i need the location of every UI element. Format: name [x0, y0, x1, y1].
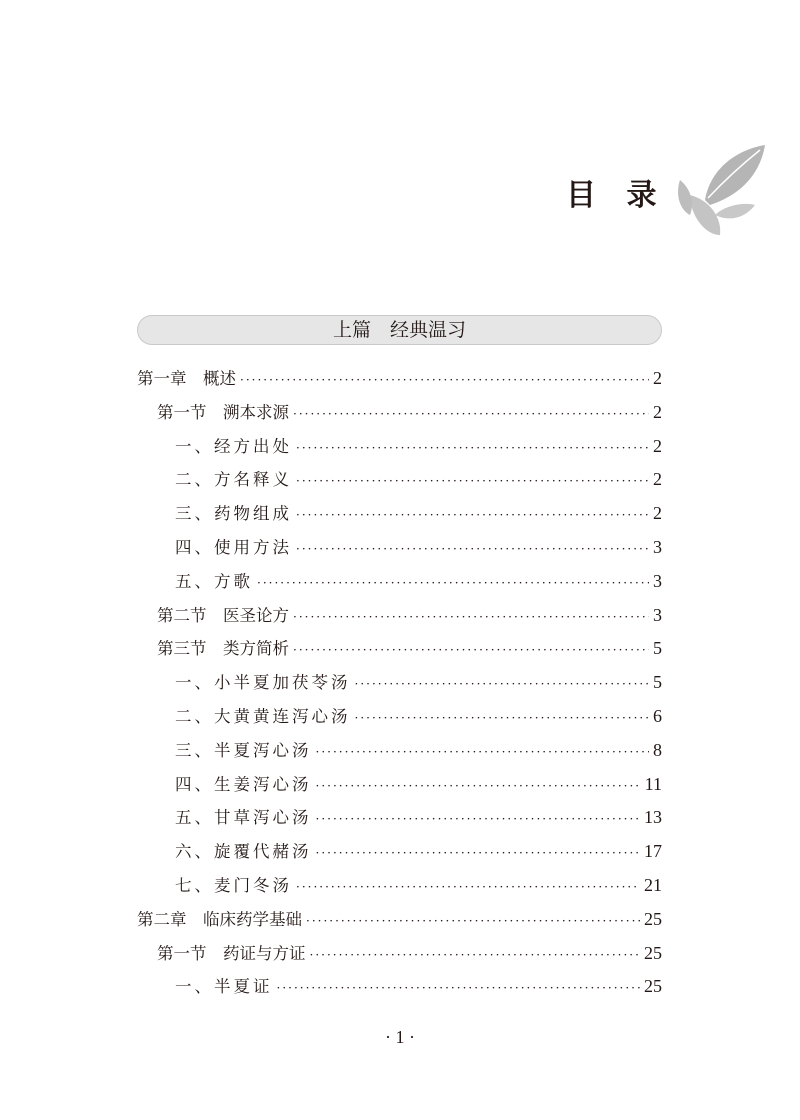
toc-entry-page: 2: [653, 469, 662, 490]
dot-leader: [306, 907, 640, 935]
toc-entry[interactable]: [157, 939, 662, 967]
dot-leader: [257, 569, 649, 597]
toc-entry-page: 25: [644, 942, 662, 963]
toc-entry[interactable]: [175, 837, 662, 865]
toc-entry-page: 6: [653, 706, 662, 726]
toc-entry[interactable]: [175, 736, 662, 764]
toc-entry-label: 第二章 临床药学基础: [137, 909, 302, 929]
toc-entry-page: 2: [653, 401, 662, 422]
dot-leader: [296, 501, 649, 529]
dot-leader: [293, 400, 649, 428]
dot-leader: [355, 670, 650, 698]
toc-entry-page: 3: [653, 537, 662, 557]
toc-entry-label: 一、半夏证: [175, 977, 273, 997]
dot-leader: [355, 704, 650, 732]
toc-entry[interactable]: [175, 702, 662, 730]
toc-entry[interactable]: [175, 465, 662, 493]
toc-entry-page: 2: [653, 435, 662, 456]
toc-entry-label: 六、旋覆代赭汤: [175, 842, 312, 862]
dot-leader: [316, 772, 641, 800]
dot-leader: [296, 434, 649, 462]
toc-entry[interactable]: [175, 499, 662, 527]
toc-entry[interactable]: [175, 567, 662, 595]
dot-leader: [296, 873, 640, 901]
leaf-decoration-icon: [660, 140, 770, 240]
dot-leader: [316, 839, 641, 867]
toc-entry-label: 第三节 类方简析: [157, 639, 289, 659]
toc-entry-label: 二、大黄黄连泻心汤: [175, 707, 351, 726]
toc-entry[interactable]: [157, 634, 662, 662]
toc-entry[interactable]: [175, 972, 662, 1000]
toc-entry[interactable]: [175, 871, 662, 899]
toc-entry-page: 5: [653, 672, 662, 693]
toc-entry-page: 2: [653, 368, 662, 388]
toc-entry[interactable]: [137, 364, 662, 392]
toc-entry[interactable]: [175, 803, 662, 831]
toc-entry[interactable]: [157, 398, 662, 426]
toc-entry-page: 2: [653, 503, 662, 524]
toc-entry-page: 13: [644, 807, 662, 828]
toc-entry-label: 二、方名释义: [175, 470, 292, 490]
toc-entry-page: 11: [644, 773, 662, 794]
toc-entry-page: 8: [653, 739, 662, 760]
toc-entry[interactable]: [175, 533, 662, 561]
toc-entry[interactable]: [137, 905, 662, 933]
toc-entry-page: 3: [653, 604, 662, 625]
page-number: · 1 ·: [385, 1027, 415, 1047]
dot-leader: [293, 603, 649, 631]
toc-entry-page: 25: [644, 976, 662, 997]
page-title: 目 录: [566, 178, 667, 213]
toc-entry-label: 三、药物组成: [175, 504, 292, 524]
toc-entry-page: 3: [653, 570, 662, 591]
dot-leader: [316, 805, 641, 833]
toc-entry-label: 四、生姜泻心汤: [175, 774, 312, 794]
toc-entry-label: 第一节 溯本求源: [157, 402, 289, 422]
dot-leader: [277, 974, 641, 1002]
toc-entry-label: 四、使用方法: [175, 538, 292, 557]
toc-entry-page: 25: [644, 908, 662, 929]
part-banner: 上篇 经典温习: [137, 315, 662, 345]
toc-entry-label: 三、半夏泻心汤: [175, 740, 312, 760]
dot-leader: [293, 636, 649, 664]
dot-leader: [296, 535, 649, 563]
toc-entry-page: 21: [644, 875, 662, 895]
toc-entry-label: 五、方歌: [175, 571, 253, 591]
toc-entry[interactable]: [175, 432, 662, 460]
toc-entry[interactable]: [175, 668, 662, 696]
toc-entry-page: 17: [644, 841, 662, 862]
dot-leader: [310, 941, 641, 969]
dot-leader: [240, 366, 649, 394]
dot-leader: [296, 467, 649, 495]
toc-entry-label: 一、小半夏加茯苓汤: [175, 673, 351, 693]
toc-entry-label: 七、麦门冬汤: [175, 876, 292, 895]
toc-entry-label: 第一章 概述: [137, 369, 236, 388]
toc-entry[interactable]: [175, 770, 662, 798]
toc-entry-page: 5: [653, 638, 662, 659]
toc-entry[interactable]: [157, 601, 662, 629]
toc-entry-label: 第二节 医圣论方: [157, 605, 289, 625]
toc-entry-label: 五、甘草泻心汤: [175, 808, 312, 828]
toc-entry-label: 第一节 药证与方证: [157, 943, 306, 963]
toc-entry-label: 一、经方出处: [175, 436, 292, 456]
dot-leader: [316, 738, 650, 766]
